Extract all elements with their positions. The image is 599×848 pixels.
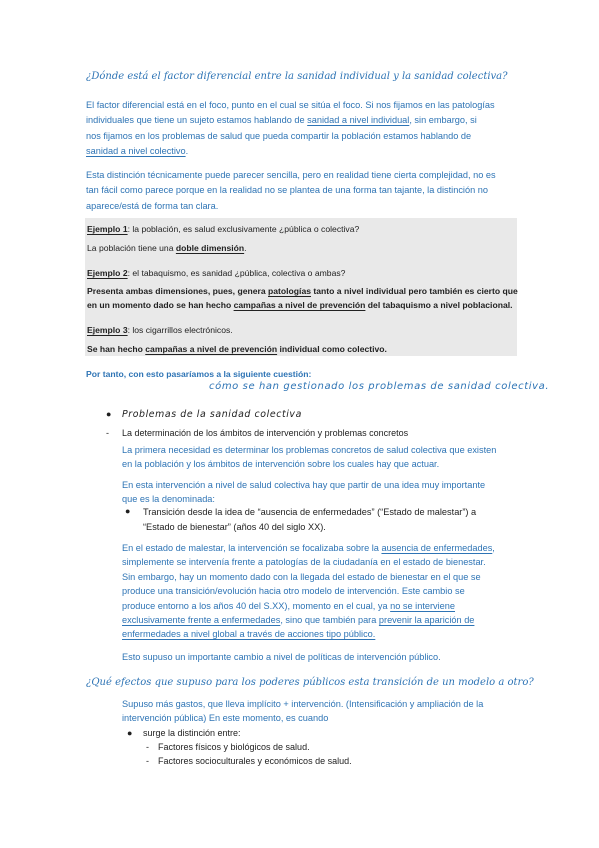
example-2-answer-line2 — [87, 300, 513, 310]
paragraph-distincion — [86, 168, 518, 214]
list-item-distincion: surge la distinción entre: — [143, 728, 241, 738]
underlined-term: campañas a nivel de prevención — [145, 344, 278, 354]
underlined-term: enfermedades a nivel global a través de acciones tipo público. — [122, 629, 376, 640]
list-item-problemas: Problemas de la sanidad colectiva — [122, 409, 302, 420]
example-label: Ejemplo 3 — [87, 325, 128, 335]
text-span: , — [492, 543, 495, 553]
text-line — [122, 599, 518, 613]
text-line: nos fijamos en los problemas de salud que pueda compartir la población estamos hablando de — [86, 130, 472, 141]
text-line: en la población y los ámbitos de intervención sobre los cuales hay que actuar. — [122, 459, 440, 469]
paragraph-primera-necesidad — [122, 443, 518, 471]
text-line: tan fácil como parece porque en la realidad no se plantea de una forma tan tajante, la distinción no — [86, 185, 488, 196]
dash-marker: - — [146, 756, 149, 766]
text-line — [122, 613, 518, 627]
underlined-term: patologías — [268, 286, 312, 296]
text-span: individuales que tiene un sujeto estamos hablando de — [86, 115, 308, 126]
text-line: que es la denominada: — [122, 494, 215, 504]
underlined-term: no se interviene — [390, 600, 456, 611]
text-line: intervención pública) En este momento, es cuando — [122, 713, 329, 724]
conclusion-intro: Por tanto, con esto pasaríamos a la siguiente cuestión: — [86, 369, 312, 379]
text-span: . — [244, 243, 247, 253]
bullet-dot: ● — [125, 506, 131, 516]
example-2-question — [87, 268, 345, 278]
text-span: : la población, es salud exclusivamente ¿pública o colectiva? — [127, 224, 360, 234]
example-3-question — [87, 325, 233, 335]
text-line: aparece/está de forma tan clara. — [86, 200, 219, 211]
example-3-answer — [87, 344, 387, 354]
example-1-question — [87, 224, 359, 234]
text-line: Supuso más gastos, que lleva implícito + intervención. (Intensificación y ampliación de la — [122, 699, 484, 709]
paragraph-intervencion — [122, 478, 518, 506]
text-line — [122, 541, 518, 555]
text-span: tanto a nivel individual pero también es cierto que — [311, 286, 518, 296]
text-span: , sino que también para — [280, 615, 379, 626]
text-line: simplemente se intervenía frente a patologías de la ciudadanía en el estado de bienestar. — [122, 557, 486, 568]
list-item-factores-fisicos: Factores físicos y biológicos de salud. — [158, 742, 310, 752]
example-label: Ejemplo 1 — [87, 224, 128, 234]
text-span: en un momento dado se han hecho — [87, 300, 234, 310]
paragraph-estado-malestar — [122, 541, 518, 642]
text-span: : el tabaquismo, es sanidad ¿pública, colectiva o ambas? — [127, 268, 346, 278]
conclusion-question: cómo se han gestionado los problemas de sanidad colectiva. — [209, 381, 550, 392]
dash-marker: - — [146, 742, 149, 752]
text-span: del tabaquismo a nivel poblacional. — [365, 300, 513, 310]
text-span: , sin embargo, si — [409, 115, 477, 126]
text-span: : los cigarrillos electrónicos. — [127, 325, 233, 335]
text-line: La primera necesidad es determinar los problemas concretos de salud colectiva que existen — [122, 445, 497, 455]
text-line: produce una transición/evolución hacia otro modelo de intervención. Este cambio se — [122, 586, 465, 597]
underlined-term: doble dimensión — [175, 243, 245, 253]
underlined-term: sanidad a nivel colectivo — [86, 145, 186, 156]
list-item-factores-socioculturales: Factores socioculturales y económicos de salud. — [158, 756, 352, 766]
underlined-term: prevenir la aparición de — [378, 615, 475, 626]
section-heading-2: ¿Qué efectos que supuso para los poderes públicos esta transición de un modelo a otro? — [86, 677, 534, 688]
text-line: Sin embargo, hay un momento dado con la llegada del estado de bienestar en el que se — [122, 571, 481, 582]
example-1-answer — [87, 243, 247, 253]
paragraph-cambio: Esto supuso un importante cambio a nivel de políticas de intervención público. — [122, 652, 441, 662]
bullet-dot: ● — [127, 728, 133, 738]
paragraph-gastos — [122, 697, 518, 726]
transition-bullet — [143, 505, 518, 534]
text-line — [86, 113, 516, 128]
example-2-answer-line1 — [87, 286, 518, 296]
text-span: La población tiene una — [87, 243, 176, 253]
text-line: En esta intervención a nivel de salud colectiva hay que partir de una idea muy importante — [122, 480, 486, 490]
underlined-term: sanidad a nivel individual — [307, 115, 410, 126]
example-label: Ejemplo 2 — [87, 268, 128, 278]
underlined-term: exclusivamente frente a enfermedades — [122, 615, 281, 626]
text-line — [86, 144, 516, 159]
text-span: Presenta ambas dimensiones, pues, genera — [87, 286, 269, 296]
paragraph-foco — [86, 98, 516, 159]
underlined-term: campañas a nivel de prevención — [233, 300, 366, 310]
text-line — [122, 627, 518, 641]
text-line: “Estado de bienestar” (años 40 del siglo XX). — [143, 521, 326, 532]
text-line: Esta distinción técnicamente puede parecer sencilla, pero en realidad tiene cierta complejidad, no es — [86, 170, 496, 180]
section-heading-1: ¿Dónde está el factor diferencial entre la sanidad individual y la sanidad colectiva? — [86, 71, 508, 82]
text-span: individual como colectivo. — [277, 344, 387, 354]
bullet-dot: ● — [106, 409, 112, 419]
text-span: . — [185, 145, 189, 156]
dash-marker: - — [106, 428, 109, 438]
text-span: En el estado de malestar, la intervención se focalizaba sobre la — [122, 543, 382, 553]
text-span: produce entorno a los años 40 del S.XX), momento en el cual, ya — [122, 600, 391, 611]
text-span: Se han hecho — [87, 344, 146, 354]
underlined-term: ausencia de enfermedades — [381, 543, 493, 553]
text-line: El factor diferencial está en el foco, punto en el cual se sitúa el foco. Si nos fijamos en las patologías — [86, 100, 495, 110]
list-item-determinacion: La determinación de los ámbitos de intervención y problemas concretos — [122, 428, 409, 438]
text-line: Transición desde la idea de “ausencia de enfermedades” (“Estado de malestar”) a — [143, 507, 477, 517]
